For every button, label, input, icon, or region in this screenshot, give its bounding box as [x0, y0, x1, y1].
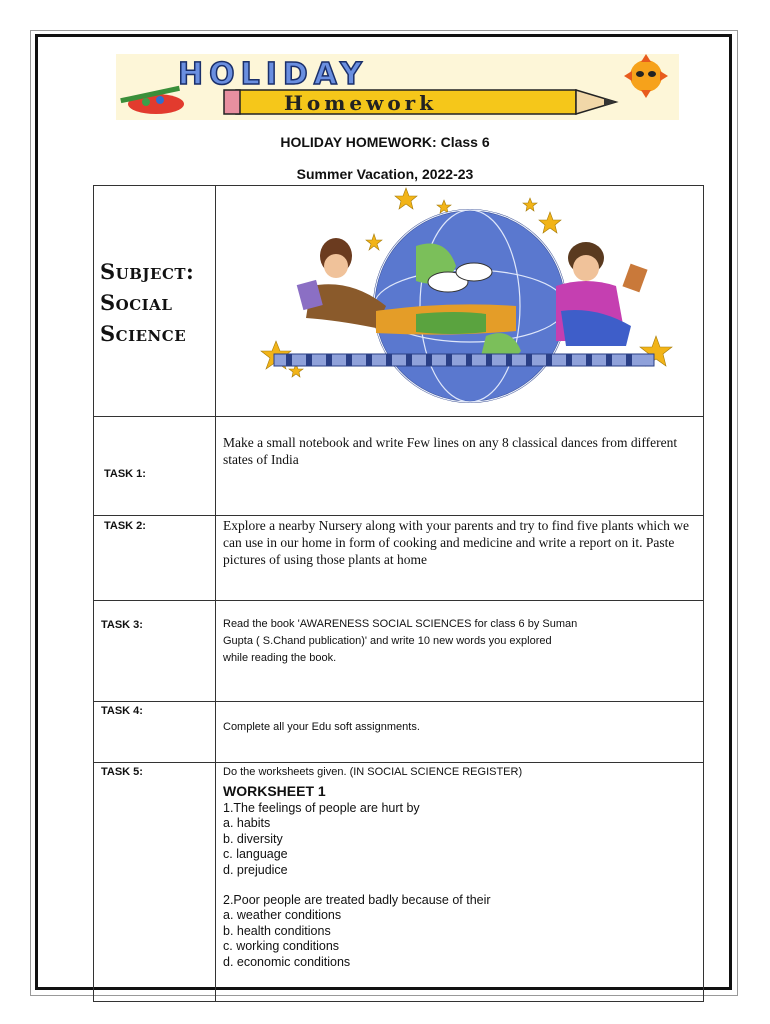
star-icon — [437, 200, 451, 213]
subject-line-1: Subject: — [100, 259, 195, 284]
question-1-option: b. diversity — [223, 831, 283, 846]
task-text-cell — [216, 601, 704, 702]
subject-line-2: Social — [100, 290, 173, 315]
question-2: 2.Poor people are treated badly because of their — [223, 893, 491, 908]
task-text: Complete all your Edu soft assignments. — [223, 721, 420, 733]
page-title: HOLIDAY HOMEWORK: Class 6 — [280, 134, 490, 150]
task-row-1 — [94, 417, 704, 516]
illustration-cell — [216, 186, 704, 417]
star-icon — [523, 198, 537, 211]
art-supplies-icon — [120, 86, 184, 114]
task-label: TASK 2: — [104, 520, 146, 532]
subject-row — [94, 186, 704, 417]
star-icon — [539, 212, 561, 233]
task-label: TASK 4: — [101, 705, 143, 717]
task-label-cell — [94, 516, 216, 601]
question-2-option: a. weather conditions — [223, 908, 342, 923]
question-1-option: a. habits — [223, 816, 271, 831]
sun-icon — [624, 54, 668, 98]
task-label-cell — [94, 763, 216, 1002]
task-row-2 — [94, 516, 704, 601]
task-text-line: Read the book 'AWARENESS SOCIAL SCIENCES for class 6 by Suman — [223, 618, 578, 630]
banner-word-homework: Homework — [284, 91, 438, 115]
task-text-line: Gupta ( S.Chand publication)' and write 10 new words you explored — [223, 635, 552, 647]
task-row-4 — [94, 702, 704, 763]
task-label: TASK 3: — [101, 619, 143, 631]
subject-cell — [94, 186, 216, 417]
question-1-option: c. language — [223, 847, 288, 862]
question-2-option: d. economic conditions — [223, 954, 351, 969]
worksheet-title: WORKSHEET 1 — [223, 783, 326, 799]
banner-word-holiday: HOLIDAY — [178, 57, 368, 92]
task-label: TASK 5: — [101, 766, 143, 778]
striped-bar — [274, 354, 654, 366]
task-row-3 — [94, 601, 704, 702]
task-label-cell — [94, 601, 216, 702]
question-1-option: d. prejudice — [223, 862, 288, 877]
task-text: Do the worksheets given. (IN SOCIAL SCIENCE REGISTER) — [223, 766, 523, 778]
task-text-cell — [216, 516, 704, 601]
question-2-option: b. health conditions — [223, 923, 331, 938]
task-text: Explore a nearby Nursery along with your parents and try to find five plants which we can use in our home in form of cooking and medicine and write a report on it. Paste pictures of using those plants at home — [223, 518, 689, 567]
boy-reading-figure — [556, 242, 648, 346]
task-label-cell — [94, 417, 216, 516]
task-text-cell — [216, 702, 704, 763]
task-text: Make a small notebook and write Few lines on any 8 classical dances from different states of India — [223, 435, 678, 467]
star-icon — [366, 234, 382, 250]
page-subtitle: Summer Vacation, 2022-23 — [296, 166, 474, 182]
kids-reading-globe-illustration — [216, 186, 702, 416]
star-icon — [395, 188, 417, 209]
holiday-homework-banner — [116, 54, 679, 120]
task-text-cell — [216, 417, 704, 516]
subject-line-3: Science — [100, 321, 187, 346]
homework-table — [93, 185, 704, 1002]
question-2-option: c. working conditions — [223, 939, 340, 954]
task-text-cell — [216, 763, 704, 1002]
task-row-5 — [94, 763, 704, 1002]
task-label-cell — [94, 702, 216, 763]
task-text-line: while reading the book. — [223, 652, 337, 664]
task-label: TASK 1: — [104, 468, 146, 480]
question-1: 1.The feelings of people are hurt by — [223, 801, 420, 815]
